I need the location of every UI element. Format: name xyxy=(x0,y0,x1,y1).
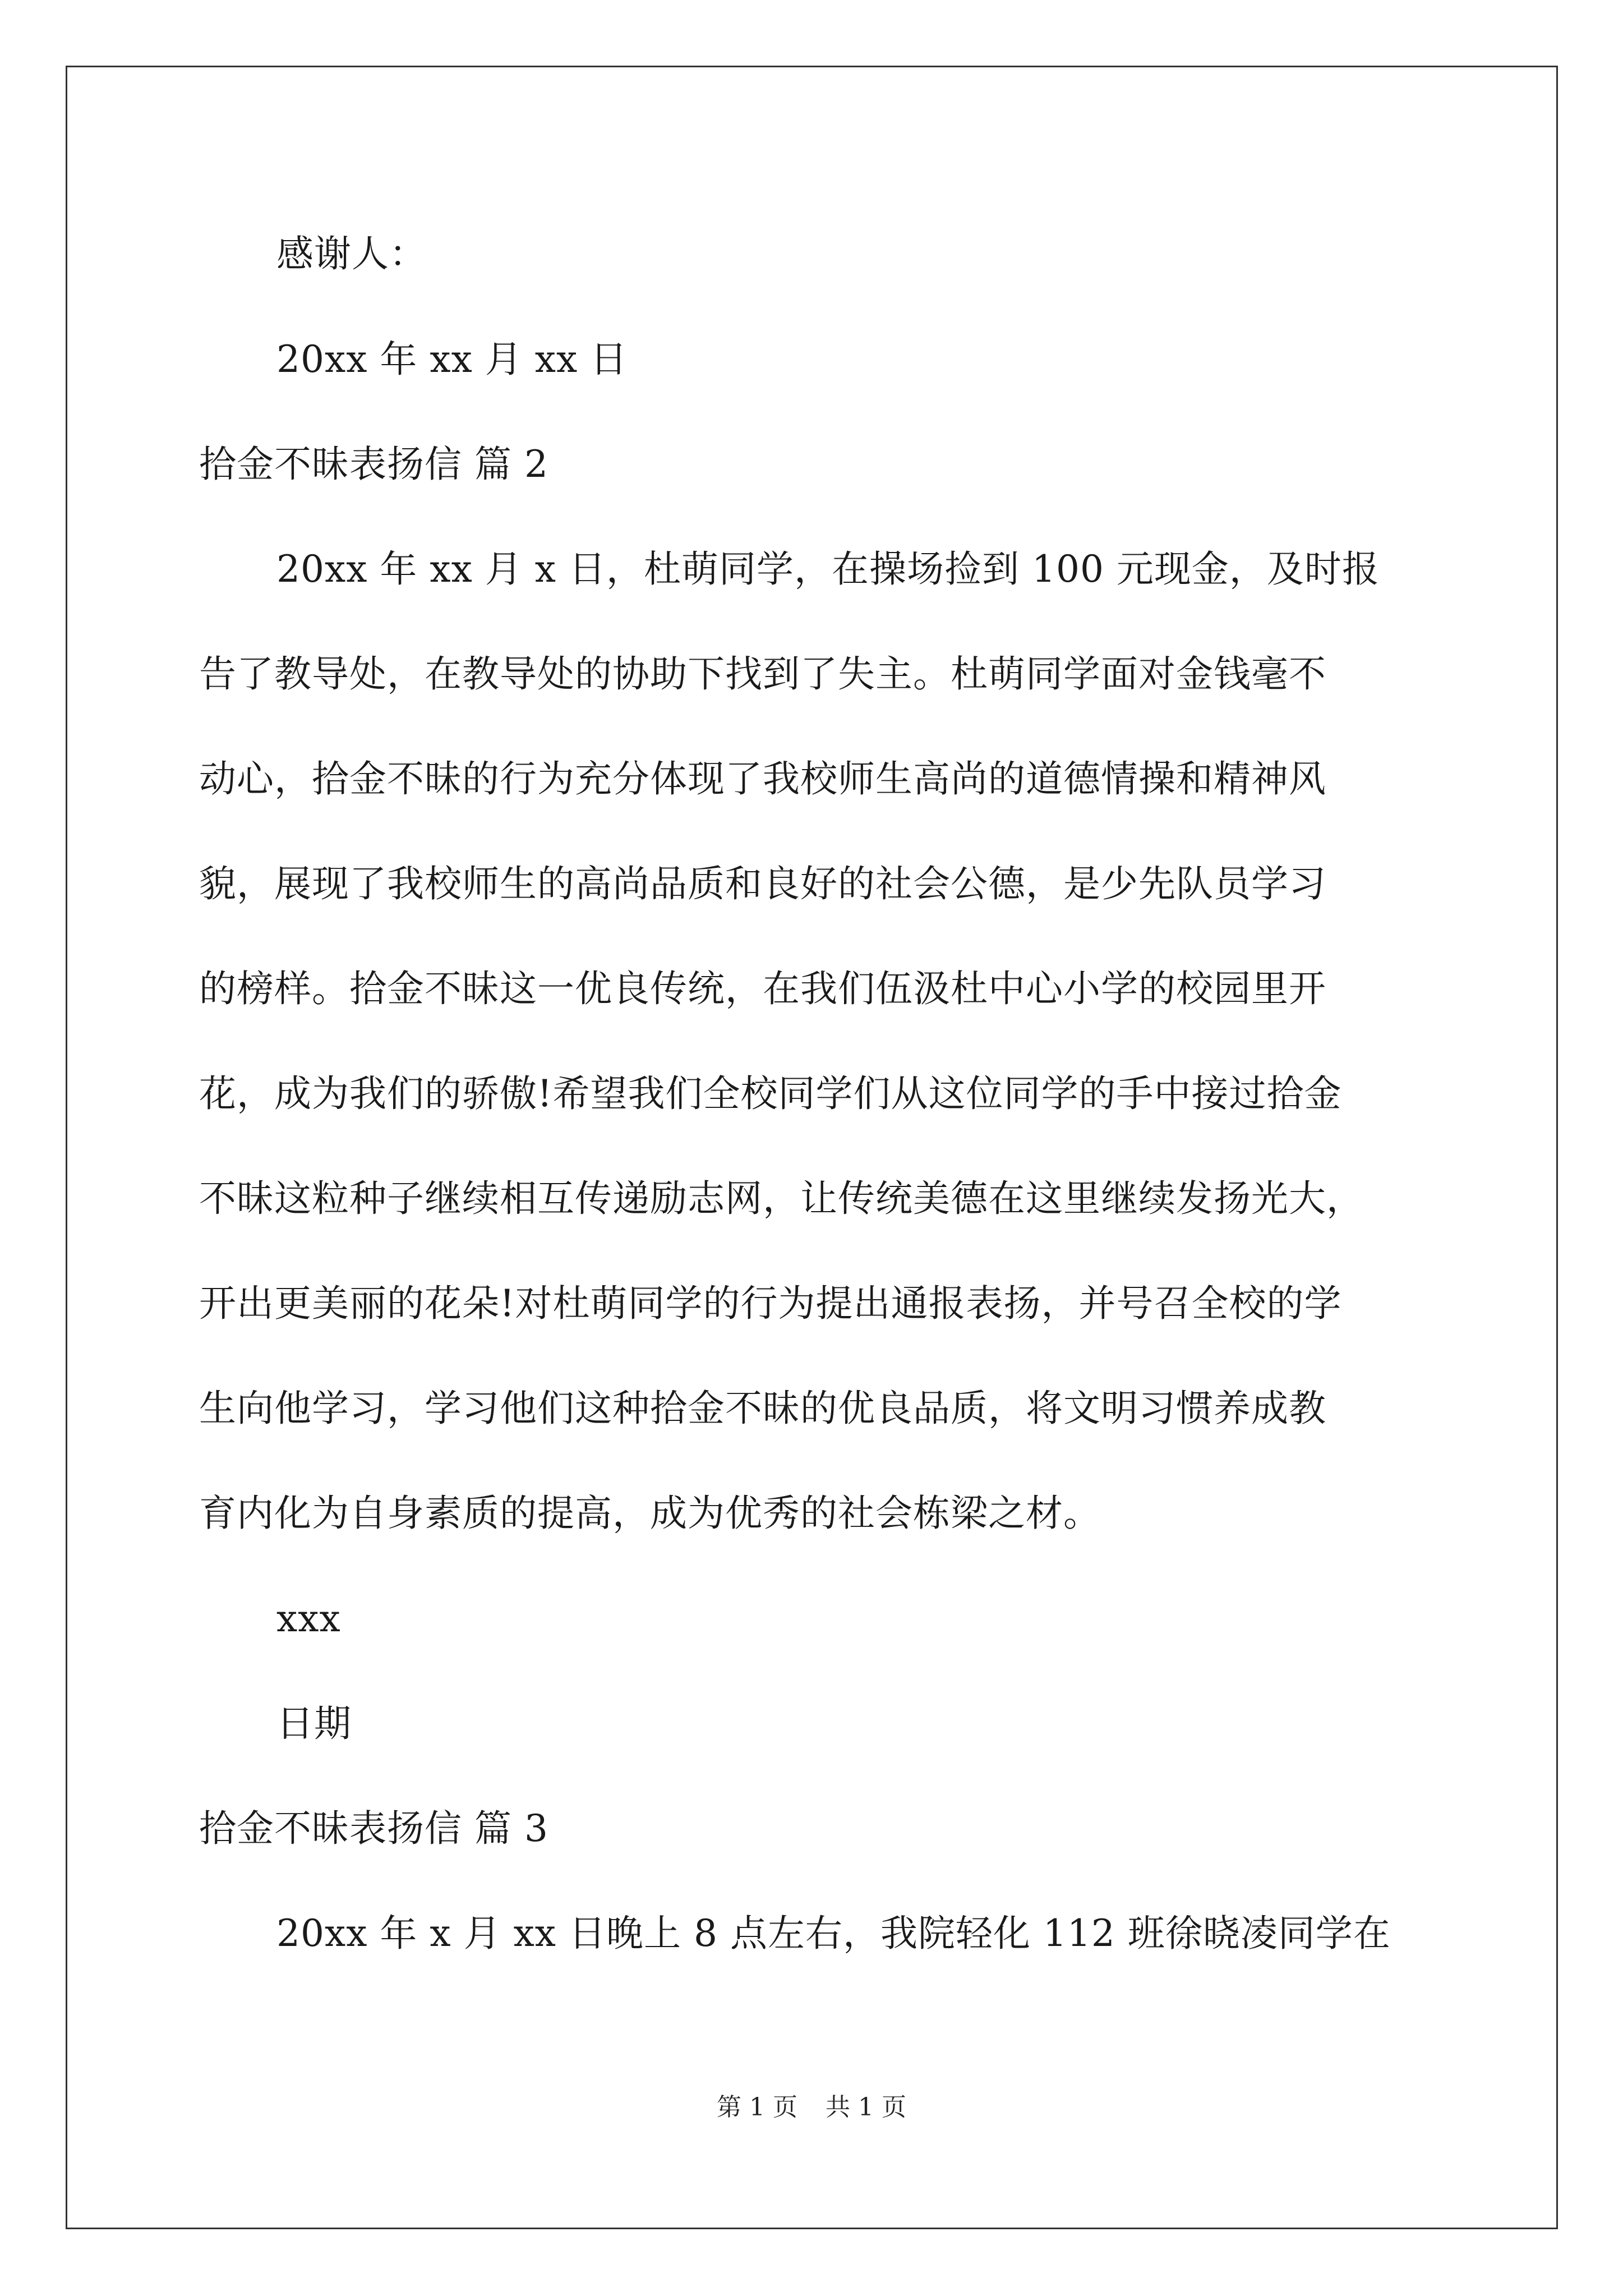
date-label: 日期 xyxy=(276,1702,352,1745)
thanks-label: 感谢人： xyxy=(276,232,427,275)
page-footer xyxy=(0,2095,1623,2120)
paragraph-line: 花，成为我们的骄傲!希望我们全校同学们从这位同学的手中接过拾金 xyxy=(199,1072,1342,1115)
page-border xyxy=(66,66,1558,2229)
paragraph-line: 不昧这粒种子继续相互传递励志网，让传统美德在这里继续发扬光大， xyxy=(199,1177,1364,1220)
closing-date: 20xx 年 xx 月 xx 日 xyxy=(276,338,628,381)
page-total: 共 1 页 xyxy=(826,2093,906,2122)
paragraph-line: 开出更美丽的花朵!对杜萌同学的行为提出通报表扬，并号召全校的学 xyxy=(199,1282,1342,1325)
signature: xxx xyxy=(276,1597,341,1640)
paragraph-line: 20xx 年 x 月 xx 日晚上 8 点左右，我院轻化 112 班徐晓凌同学在 xyxy=(276,1912,1391,1955)
paragraph-line: 20xx 年 xx 月 x 日，杜萌同学，在操场捡到 100 元现金，及时报 xyxy=(276,547,1380,591)
paragraph-line: 生向他学习，学习他们这种拾金不昧的优良品质，将文明习惯养成教 xyxy=(199,1387,1326,1430)
paragraph-line: 动心，拾金不昧的行为充分体现了我校师生高尚的道德情操和精神风 xyxy=(199,757,1326,800)
section-3-heading: 拾金不昧表扬信 篇 3 xyxy=(199,1807,548,1850)
paragraph-line: 的榜样。拾金不昧这一优良传统，在我们伍汲杜中心小学的校园里开 xyxy=(199,967,1326,1010)
page-number: 第 1 页 xyxy=(717,2093,797,2122)
paragraph-line: 育内化为自身素质的提高，成为优秀的社会栋梁之材。 xyxy=(199,1492,1101,1535)
paragraph-line: 告了教导处，在教导处的协助下找到了失主。杜萌同学面对金钱毫不 xyxy=(199,652,1326,696)
paragraph-line: 貌，展现了我校师生的高尚品质和良好的社会公德，是少先队员学习 xyxy=(199,862,1326,905)
section-2-heading: 拾金不昧表扬信 篇 2 xyxy=(199,443,548,486)
